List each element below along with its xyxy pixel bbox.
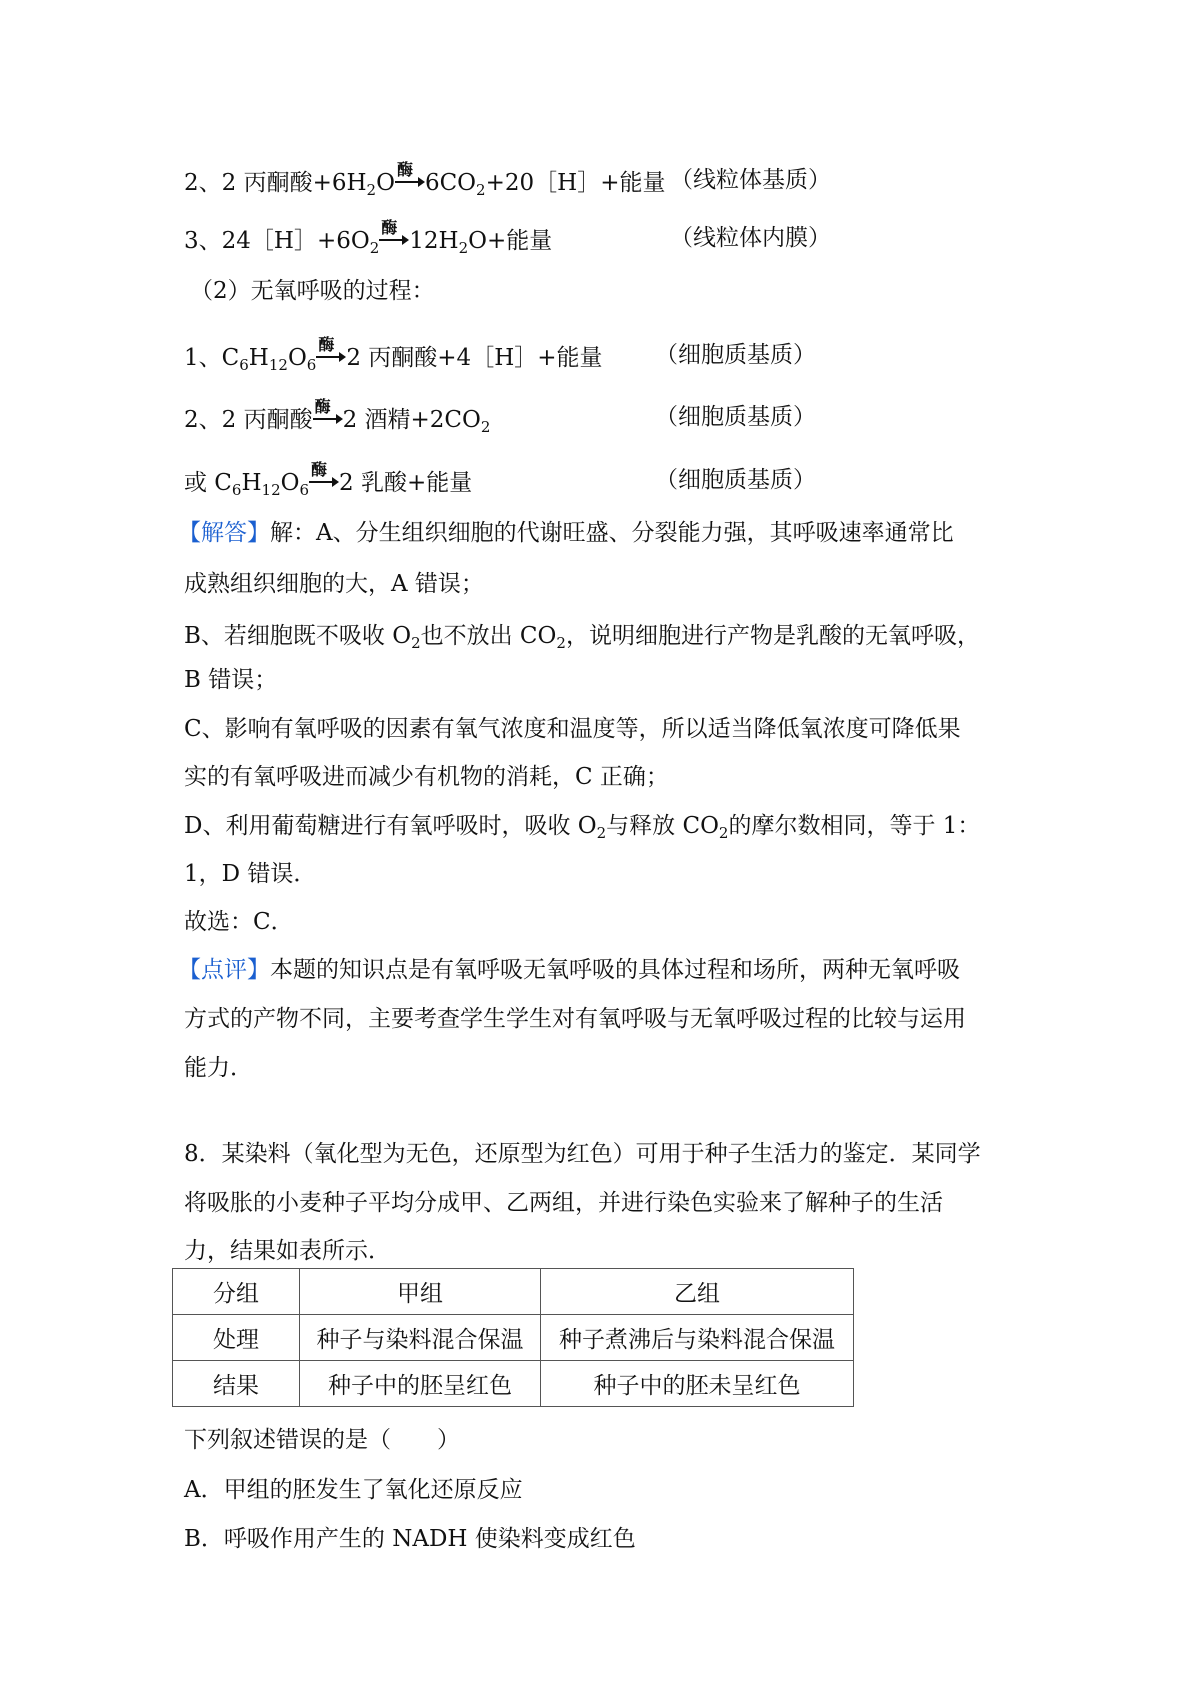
answer-line-1: 【解答】解：A、分生组织细胞的代谢旺盛、分裂能力强，其呼吸速率通常比: [178, 520, 954, 546]
answer-line-8: 1，D 错误．: [184, 861, 317, 887]
anaerobic-heading: （2）无氧呼吸的过程：: [190, 278, 435, 304]
anaerobic-step2: 2、2 丙酮酸 酶 2 酒精$+2CO_2$: [184, 397, 491, 436]
table-cell: 处理: [173, 1315, 300, 1361]
table-cell: 种子中的胚未呈红色: [541, 1361, 854, 1407]
question8-line-1: 8．某染料（氧化型为无色，还原型为红色）可用于种子生活力的鉴定．某同学: [184, 1141, 981, 1167]
comment-line-1: 【点评】本题的知识点是有氧呼吸无氧呼吸的具体过程和场所，两种无氧呼吸: [178, 957, 960, 983]
table-cell: 甲组: [300, 1269, 541, 1315]
answer-line-5: C、影响有氧呼吸的因素有氧气浓度和温度等，所以适当降低氧浓度可降低果: [184, 716, 961, 742]
option-a: A．甲组的胚发生了氧化还原反应: [184, 1477, 523, 1503]
table-row: [173, 1315, 854, 1361]
answer-line-6: 实的有氧呼吸进而减少有机物的消耗，C 正确；: [184, 764, 669, 790]
location-label: （线粒体基质）: [670, 167, 831, 193]
table-cell: 种子煮沸后与染料混合保温: [541, 1315, 854, 1361]
table-cell: 种子与染料混合保温: [300, 1315, 541, 1361]
results-table: [172, 1268, 854, 1407]
location-label: （细胞质基质）: [655, 404, 816, 430]
answer-tag: 【解答】: [178, 520, 270, 546]
option-b: B．呼吸作用产生的 NADH 使染料变成红色: [184, 1526, 636, 1552]
table-cell: 结果: [173, 1361, 300, 1407]
table-row: [173, 1361, 854, 1407]
enzyme-arrow-icon: 酶: [316, 339, 346, 371]
answer-line-3: B、若细胞既不吸收 $O_2$也不放出 $CO_2$，说明细胞进行产物是乳酸的无氧呼吸，: [184, 623, 980, 652]
comment-tag: 【点评】: [178, 957, 270, 983]
table-cell: 分组: [173, 1269, 300, 1315]
question8-line-3: 力，结果如表所示．: [184, 1238, 391, 1264]
table-row: [173, 1269, 854, 1315]
anaerobic-step3: 或 $C_6H_{12}O_6$ 酶 2 乳酸+能量: [184, 460, 473, 499]
aerobic-step2: 2、2 丙酮酸$+6H_2O$ 酶 $6CO_2+20[H]+$能量: [184, 160, 666, 199]
location-label: （细胞质基质）: [655, 467, 816, 493]
answer-line-7: D、利用葡萄糖进行有氧呼吸时，吸收 $O_2$与释放 $CO_2$的摩尔数相同，等于 1：: [184, 813, 981, 842]
question8-line-2: 将吸胀的小麦种子平均分成甲、乙两组，并进行染色实验来了解种子的生活: [184, 1190, 943, 1216]
aerobic-step3: 3、$24[H]+6O_2$ 酶 $12H_2O+$能量: [184, 218, 553, 257]
comment-line-3: 能力．: [184, 1055, 253, 1081]
answer-line-2: 成熟组织细胞的大，A 错误；: [184, 571, 484, 597]
enzyme-arrow-icon: 酶: [313, 401, 343, 433]
question8-prompt: 下列叙述错误的是（ ）: [184, 1427, 460, 1453]
table-cell: 乙组: [541, 1269, 854, 1315]
enzyme-arrow-icon: 酶: [309, 464, 339, 496]
enzyme-arrow-icon: 酶: [379, 222, 409, 254]
location-label: （细胞质基质）: [655, 342, 816, 368]
answer-line-9: 故选：C．: [184, 909, 294, 935]
answer-line-4: B 错误；: [184, 667, 278, 693]
location-label: （线粒体内膜）: [670, 225, 831, 251]
table-cell: 种子中的胚呈红色: [300, 1361, 541, 1407]
comment-line-2: 方式的产物不同，主要考查学生学生对有氧呼吸与无氧呼吸过程的比较与运用: [184, 1006, 966, 1032]
enzyme-arrow-icon: 酶: [395, 164, 425, 196]
anaerobic-step1: 1、$C_6H_{12}O_6$ 酶 2 丙酮酸+4［H］+能量: [184, 335, 603, 374]
